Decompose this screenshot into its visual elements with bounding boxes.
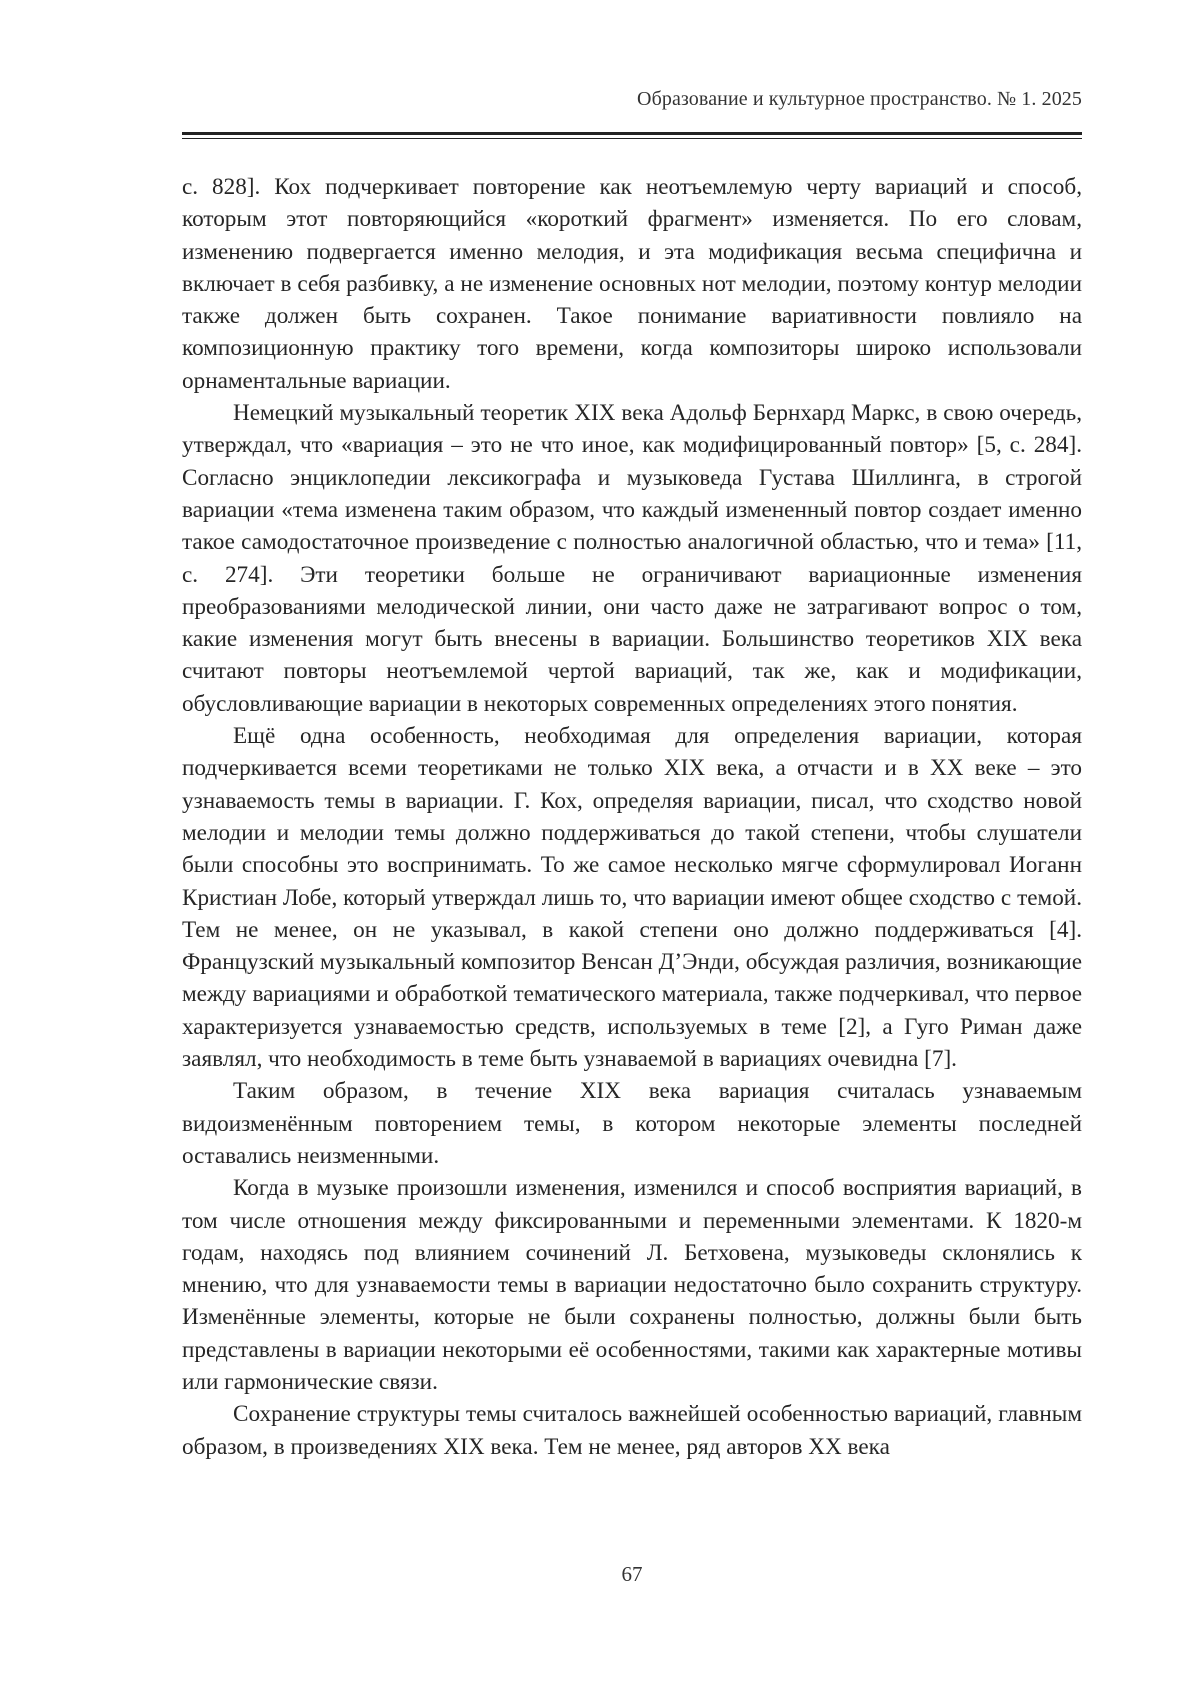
paragraph: Ещё одна особенность, необходимая для определения вариации, которая подчеркивается всеми теоретиками не только XIX века, а отчасти и в XX веке – это узнаваемость темы в вариации. Г. Кох, определяя вариации, писал, что сходство новой мелодии и мелодии темы должно поддерживаться до такой степени, чтобы слушатели были способны это воспринимать. То же самое несколько мягче сформулировал Иоганн Кристиан Лобе, который утверждал лишь то, что вариации имеют общее сходство с темой. Тем не менее, он не указывал, в какой степени оно должно поддерживаться [4]. Французский музыкальный композитор Венсан Д’Энди, обсуждая различия, возникающие между вариациями и обработкой тематического материала, также подчеркивал, что первое характеризуется узнаваемостью средств, используемых в теме [2], а Гуго Риман даже заявлял, что необходимость в теме быть узнаваемой в вариациях очевидна [7]. bbox=[182, 723, 1082, 1073]
paragraph-continued: с. 828]. Кох подчеркивает повторение как неотъемлемую черту вариаций и способ, которым этот повторяющийся «короткий фрагмент» изменяется. По его словам, изменению подвергается именно мелодия, и эта модификация весьма специфична и включает в себя разбивку, а не изменение основных нот мелодии, поэтому контур мелодии также должен быть сохранен. Такое понимание вариативности повлияло на композиционную практику того времени, когда композиторы широко использовали орнаментальные вариации. bbox=[182, 174, 1082, 394]
paragraph: Таким образом, в течение XIX века вариация считалась узнаваемым видоизменённым повторением темы, в котором некоторые элементы последней оставались неизменными. bbox=[182, 1078, 1082, 1169]
paragraph: Немецкий музыкальный теоретик XIX века Адольф Бернхард Маркс, в свою очередь, утверждал, что «вариация – это не что иное, как модифицированный повтор» [5, с. 284]. Согласно энциклопедии лексикографа и музыковеда Густава Шиллинга, в строгой вариации «тема изменена таким образом, что каждый измененный повтор создает именно такое самодостаточное произведение с полностью аналогичной областью, что и тема» [11, с. 274]. Эти теоретики больше не ограничивают вариационные изменения преобразованиями мелодической линии, они часто даже не затрагивают вопрос о том, какие изменения могут быть внесены в вариации. Большинство теоретиков XIX века считают повторы неотъемлемой чертой вариаций, так же, как и модификации, обусловливающие вариации в некоторых современных определениях этого понятия. bbox=[182, 400, 1082, 717]
paragraph: Сохранение структуры темы считалось важнейшей особенностью вариаций, главным образом, в произведениях XIX века. Тем не менее, ряд авторов XX века bbox=[182, 1401, 1082, 1460]
paragraph: Когда в музыке произошли изменения, изменился и способ восприятия вариаций, в том числе отношения между фиксированными и переменными элементами. К 1820-м годам, находясь под влиянием сочинений Л. Бетховена, музыковеды склонялись к мнению, что для узнаваемости темы в вариации недостаточно было сохранить структуру. Изменённые элементы, которые не были сохранены полностью, должны были быть представлены в вариации некоторыми её особенностями, такими как характерные мотивы или гармонические связи. bbox=[182, 1175, 1082, 1395]
page-number: 67 bbox=[621, 1562, 643, 1586]
header-rule-thick bbox=[182, 132, 1082, 135]
running-header: Образование и культурное пространство. № 1. 2025 bbox=[637, 88, 1082, 110]
article-body bbox=[182, 171, 1082, 1463]
header-rule-thin bbox=[182, 138, 1082, 139]
